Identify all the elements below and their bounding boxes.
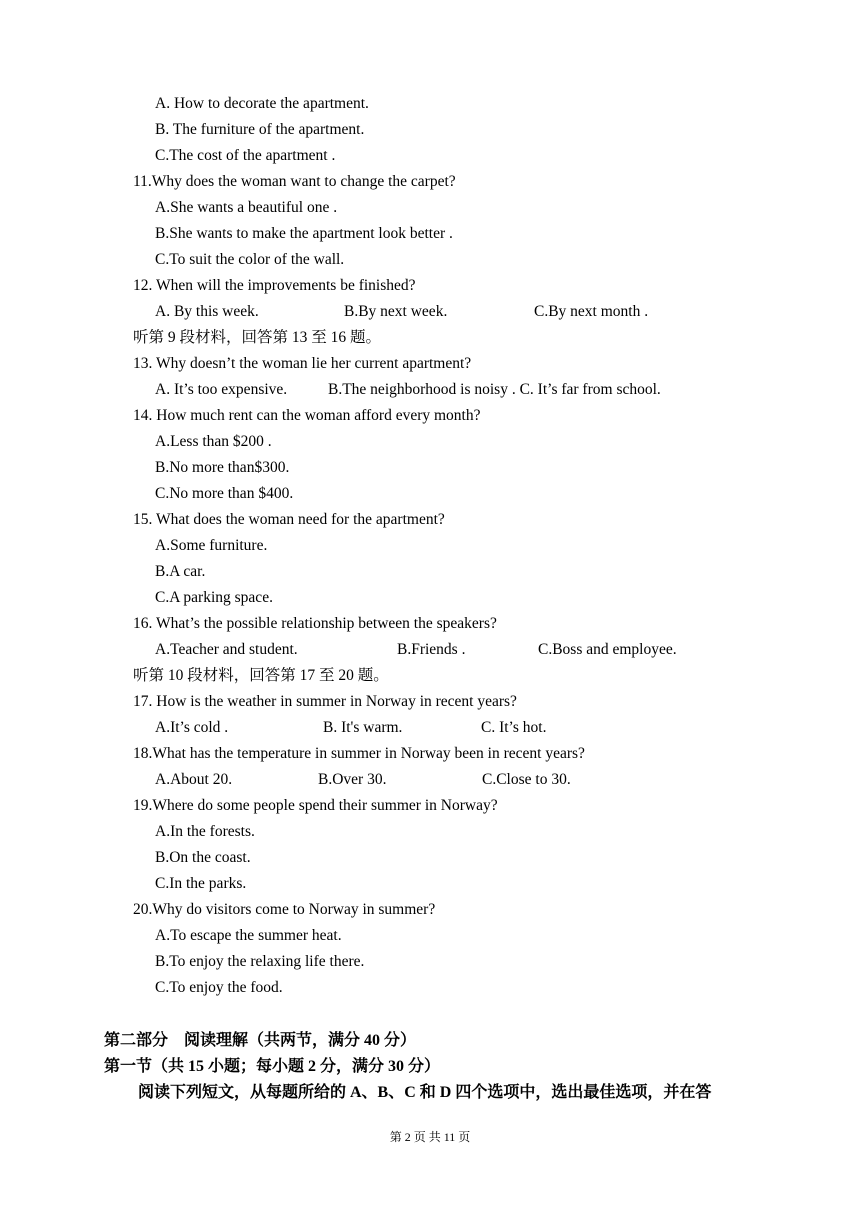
q14-option-c: C.No more than $400.	[155, 485, 294, 502]
question-18: 18.What has the temperature in summer in Norway been in recent years?	[133, 745, 585, 762]
question-13: 13. Why doesn’t the woman lie her current apartment?	[133, 355, 472, 372]
part-2-section-1-title: 第一节（共 15 小题；每小题 2 分，满分 30 分）	[104, 1058, 441, 1075]
q18-option-c: C.Close to 30.	[482, 771, 571, 788]
q17-option-c: C. It’s hot.	[481, 719, 547, 736]
question-12: 12. When will the improvements be finished?	[133, 277, 416, 294]
question-11: 11.Why does the woman want to change the carpet?	[133, 173, 456, 190]
section-9-header: 听第 9 段材料，回答第 13 至 16 题。	[133, 329, 382, 346]
part-2-instruction: 阅读下列短文，从每题所给的 A、B、C 和 D 四个选项中，选出最佳选项，并在答	[138, 1084, 712, 1101]
q19-option-a: A.In the forests.	[155, 823, 255, 840]
q13-option-b: B.The neighborhood is noisy . C. It’s far from school.	[328, 381, 661, 398]
part-2-title: 第二部分 阅读理解（共两节，满分 40 分）	[104, 1032, 417, 1049]
q12-option-c: C.By next month .	[534, 303, 649, 320]
q12-option-b: B.By next week.	[344, 303, 448, 320]
q14-option-a: A.Less than $200 .	[155, 433, 272, 450]
q11-option-a: A.She wants a beautiful one .	[155, 199, 338, 216]
question-15: 15. What does the woman need for the apartment?	[133, 511, 445, 528]
q19-option-c: C.In the parks.	[155, 875, 247, 892]
q20-option-a: A.To escape the summer heat.	[155, 927, 342, 944]
q15-option-a: A.Some furniture.	[155, 537, 268, 554]
q20-option-c: C.To enjoy the food.	[155, 979, 283, 996]
q13-option-a: A. It’s too expensive.	[155, 381, 288, 398]
q17-option-a: A.It’s cold .	[155, 719, 229, 736]
q17-option-b: B. It's warm.	[323, 719, 403, 736]
q18-option-b: B.Over 30.	[318, 771, 387, 788]
q19-option-b: B.On the coast.	[155, 849, 251, 866]
q18-option-a: A.About 20.	[155, 771, 233, 788]
q15-option-b: B.A car.	[155, 563, 206, 580]
question-19: 19.Where do some people spend their summer in Norway?	[133, 797, 498, 814]
q12-option-a: A. By this week.	[155, 303, 259, 320]
q16-option-a: A.Teacher and student.	[155, 641, 298, 658]
question-20: 20.Why do visitors come to Norway in summer?	[133, 901, 436, 918]
q14-option-b: B.No more than$300.	[155, 459, 290, 476]
q10-option-b: B. The furniture of the apartment.	[155, 121, 365, 138]
q16-option-c: C.Boss and employee.	[538, 641, 677, 658]
q15-option-c: C.A parking space.	[155, 589, 273, 606]
q11-option-c: C.To suit the color of the wall.	[155, 251, 345, 268]
section-10-header: 听第 10 段材料，回答第 17 至 20 题。	[133, 667, 389, 684]
q10-option-a: A. How to decorate the apartment.	[155, 95, 369, 112]
page-number-footer: 第 2 页 共 11 页	[389, 1130, 471, 1144]
q11-option-b: B.She wants to make the apartment look better .	[155, 225, 453, 242]
q16-option-b: B.Friends .	[397, 641, 466, 658]
q20-option-b: B.To enjoy the relaxing life there.	[155, 953, 365, 970]
question-14: 14. How much rent can the woman afford every month?	[133, 407, 481, 424]
question-16: 16. What’s the possible relationship between the speakers?	[133, 615, 497, 632]
q10-option-c: C.The cost of the apartment .	[155, 147, 336, 164]
question-17: 17. How is the weather in summer in Norway in recent years?	[133, 693, 517, 710]
